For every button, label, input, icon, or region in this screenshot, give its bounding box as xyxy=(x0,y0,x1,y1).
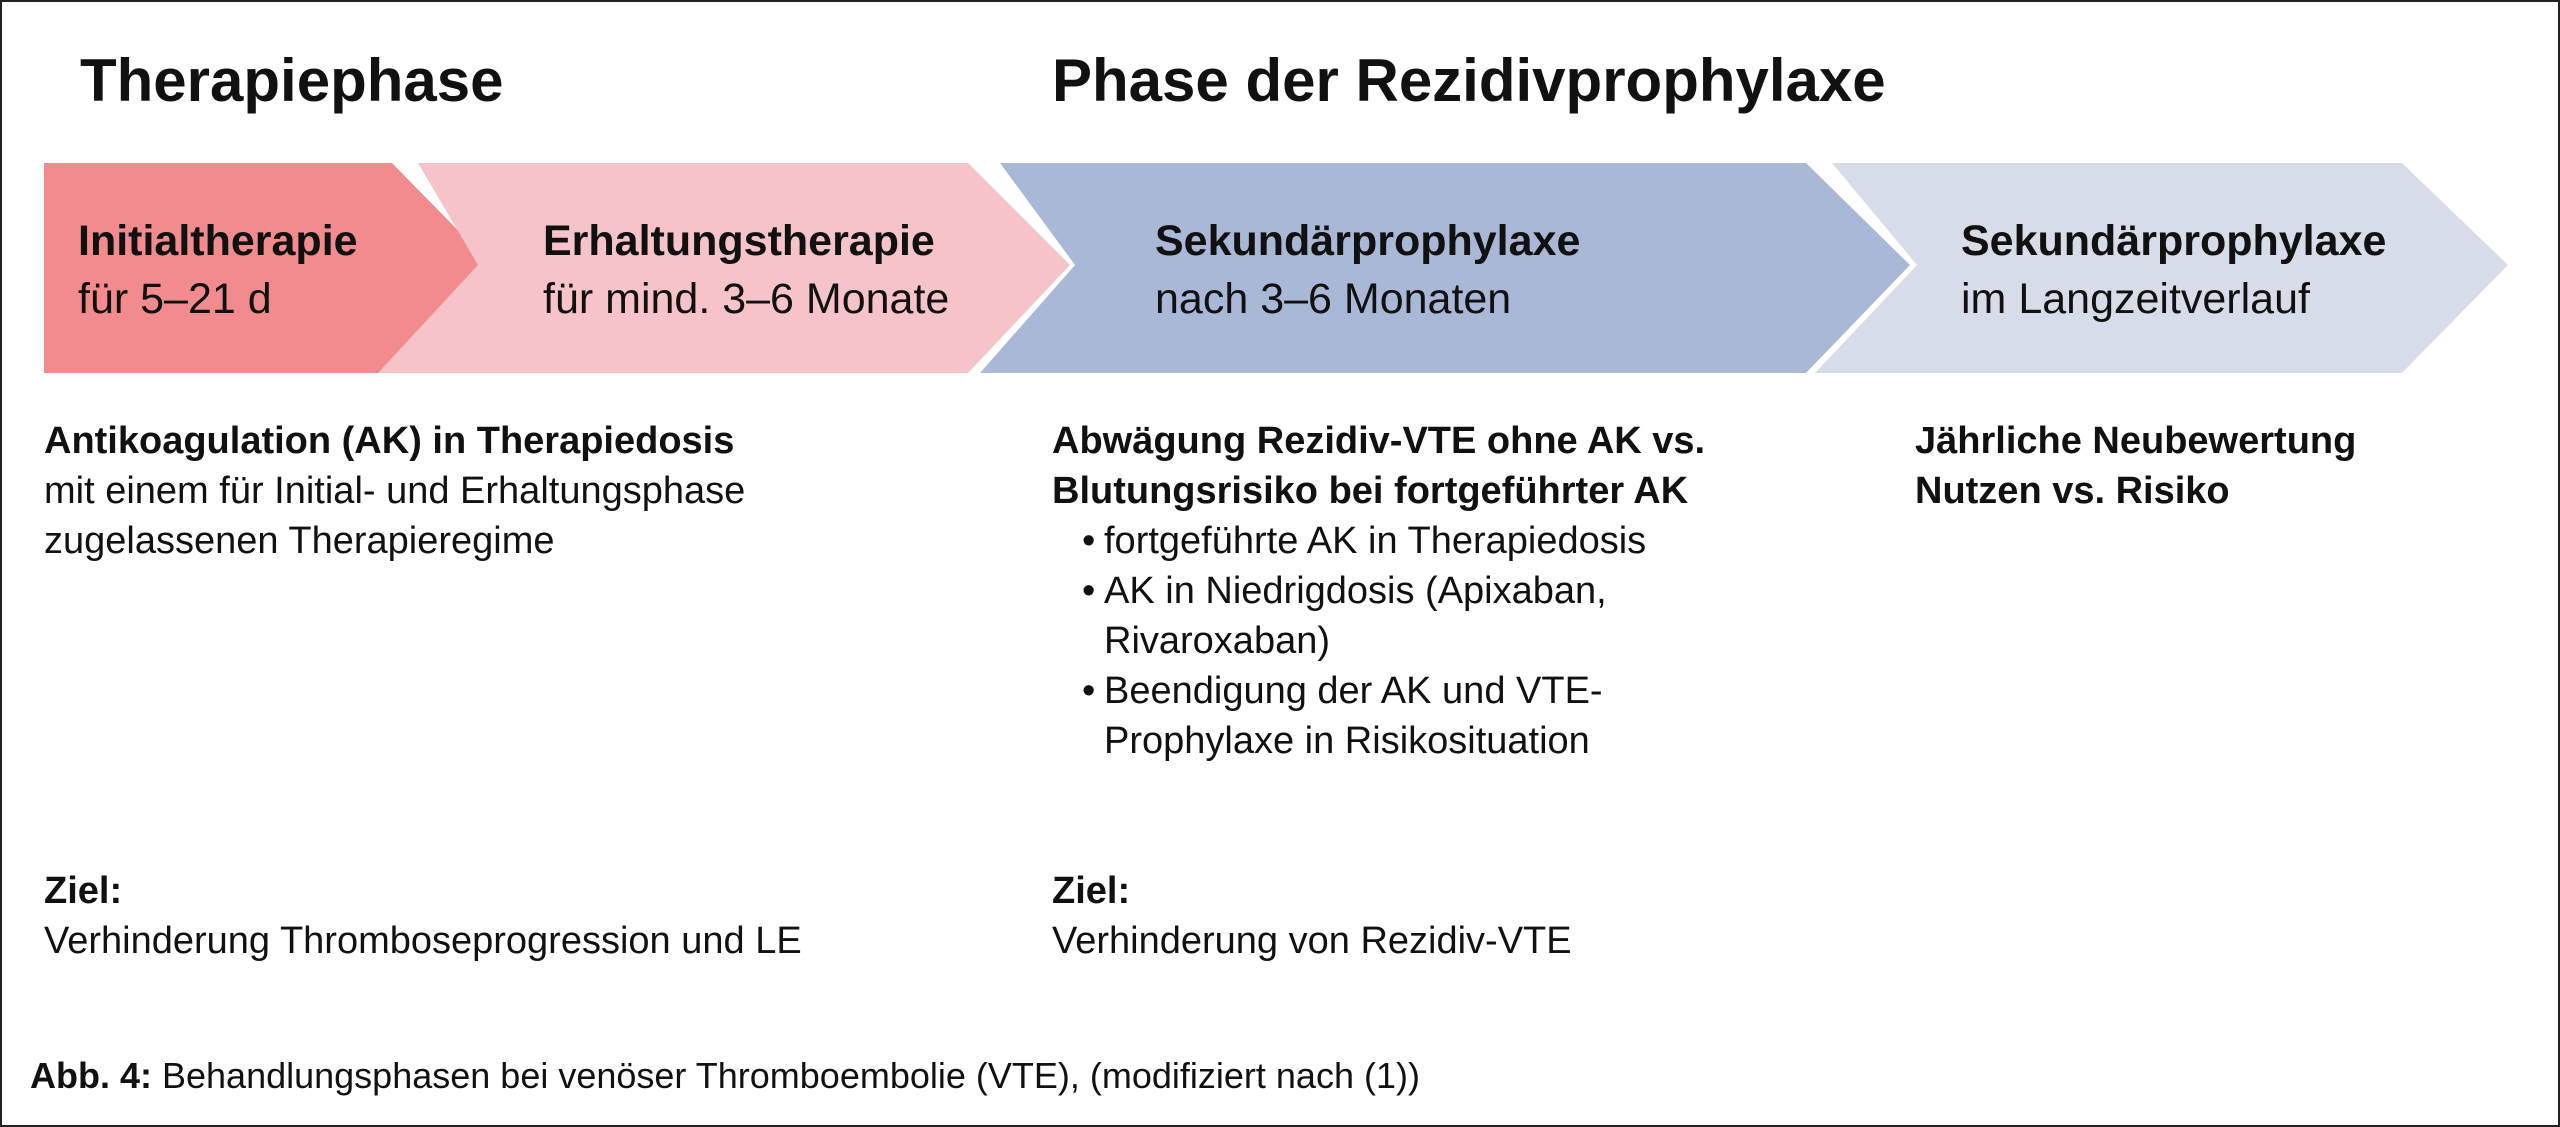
right-column-heading-line: Nutzen vs. Risiko xyxy=(1915,470,2230,512)
arrow-title: Erhaltungstherapie xyxy=(543,217,935,265)
left-column-description xyxy=(44,416,984,566)
middle-goal xyxy=(1052,866,1572,966)
goal-text: Verhinderung Thromboseprogression und LE xyxy=(44,920,802,962)
figure-caption xyxy=(30,1055,1420,1097)
left-goal xyxy=(44,866,802,966)
arrow-label-initialtherapie xyxy=(78,212,358,328)
left-column-heading: Antikoagulation (AK) in Therapiedosis xyxy=(44,420,735,462)
caption-text: Behandlungsphasen bei venöser Thromboembolie (VTE), (modifiziert nach (1)) xyxy=(152,1055,1420,1096)
arrow-title: Initialtherapie xyxy=(78,217,358,265)
phase-arrows xyxy=(0,0,2560,400)
right-column-heading-line: Jährliche Neubewertung xyxy=(1915,420,2357,462)
bullet-line: • Beendigung der AK und VTE- xyxy=(1104,670,1603,712)
right-column-description xyxy=(1915,416,2535,516)
bullet-item xyxy=(1082,666,1932,766)
bullet-line: Rivaroxaban) xyxy=(1104,620,1330,662)
left-column-text-line: mit einem für Initial- und Erhaltungsphase xyxy=(44,470,746,512)
arrow-subtitle: nach 3–6 Monaten xyxy=(1155,275,1512,323)
goal-label: Ziel: xyxy=(44,870,123,912)
arrow-label-erhaltungstherapie xyxy=(543,212,949,328)
caption-label: Abb. 4: xyxy=(30,1055,152,1096)
left-column-text-line: zugelassenen Therapieregime xyxy=(44,520,555,562)
middle-column-description xyxy=(1052,416,1932,766)
bullet-line: • AK in Niedrigdosis (Apixaban, xyxy=(1104,570,1607,612)
arrow-label-sekundaerprophylaxe-1 xyxy=(1155,212,1580,328)
arrow-subtitle: im Langzeitverlauf xyxy=(1961,275,2310,323)
bullet-item xyxy=(1082,516,1932,566)
bullet-item xyxy=(1082,566,1932,666)
goal-label: Ziel: xyxy=(1052,870,1131,912)
arrow-title: Sekundärprophylaxe xyxy=(1961,217,2387,265)
bullet-line: Prophylaxe in Risikosituation xyxy=(1104,720,1590,762)
goal-text: Verhinderung von Rezidiv-VTE xyxy=(1052,920,1572,962)
middle-column-heading-line: Abwägung Rezidiv-VTE ohne AK vs. xyxy=(1052,420,1706,462)
prophylaxis-phase-title: Phase der Rezidivprophylaxe xyxy=(1052,47,1886,114)
arrow-subtitle: für 5–21 d xyxy=(78,275,272,323)
middle-column-bullet-list xyxy=(1052,516,1932,766)
middle-column-heading-line: Blutungsrisiko bei fortgeführter AK xyxy=(1052,470,1689,512)
bullet-line: • fortgeführte AK in Therapiedosis xyxy=(1104,520,1647,562)
arrow-label-sekundaerprophylaxe-2 xyxy=(1961,212,2386,328)
arrow-title: Sekundärprophylaxe xyxy=(1155,217,1581,265)
therapy-phase-title: Therapiephase xyxy=(80,47,504,114)
arrow-subtitle: für mind. 3–6 Monate xyxy=(543,275,950,323)
